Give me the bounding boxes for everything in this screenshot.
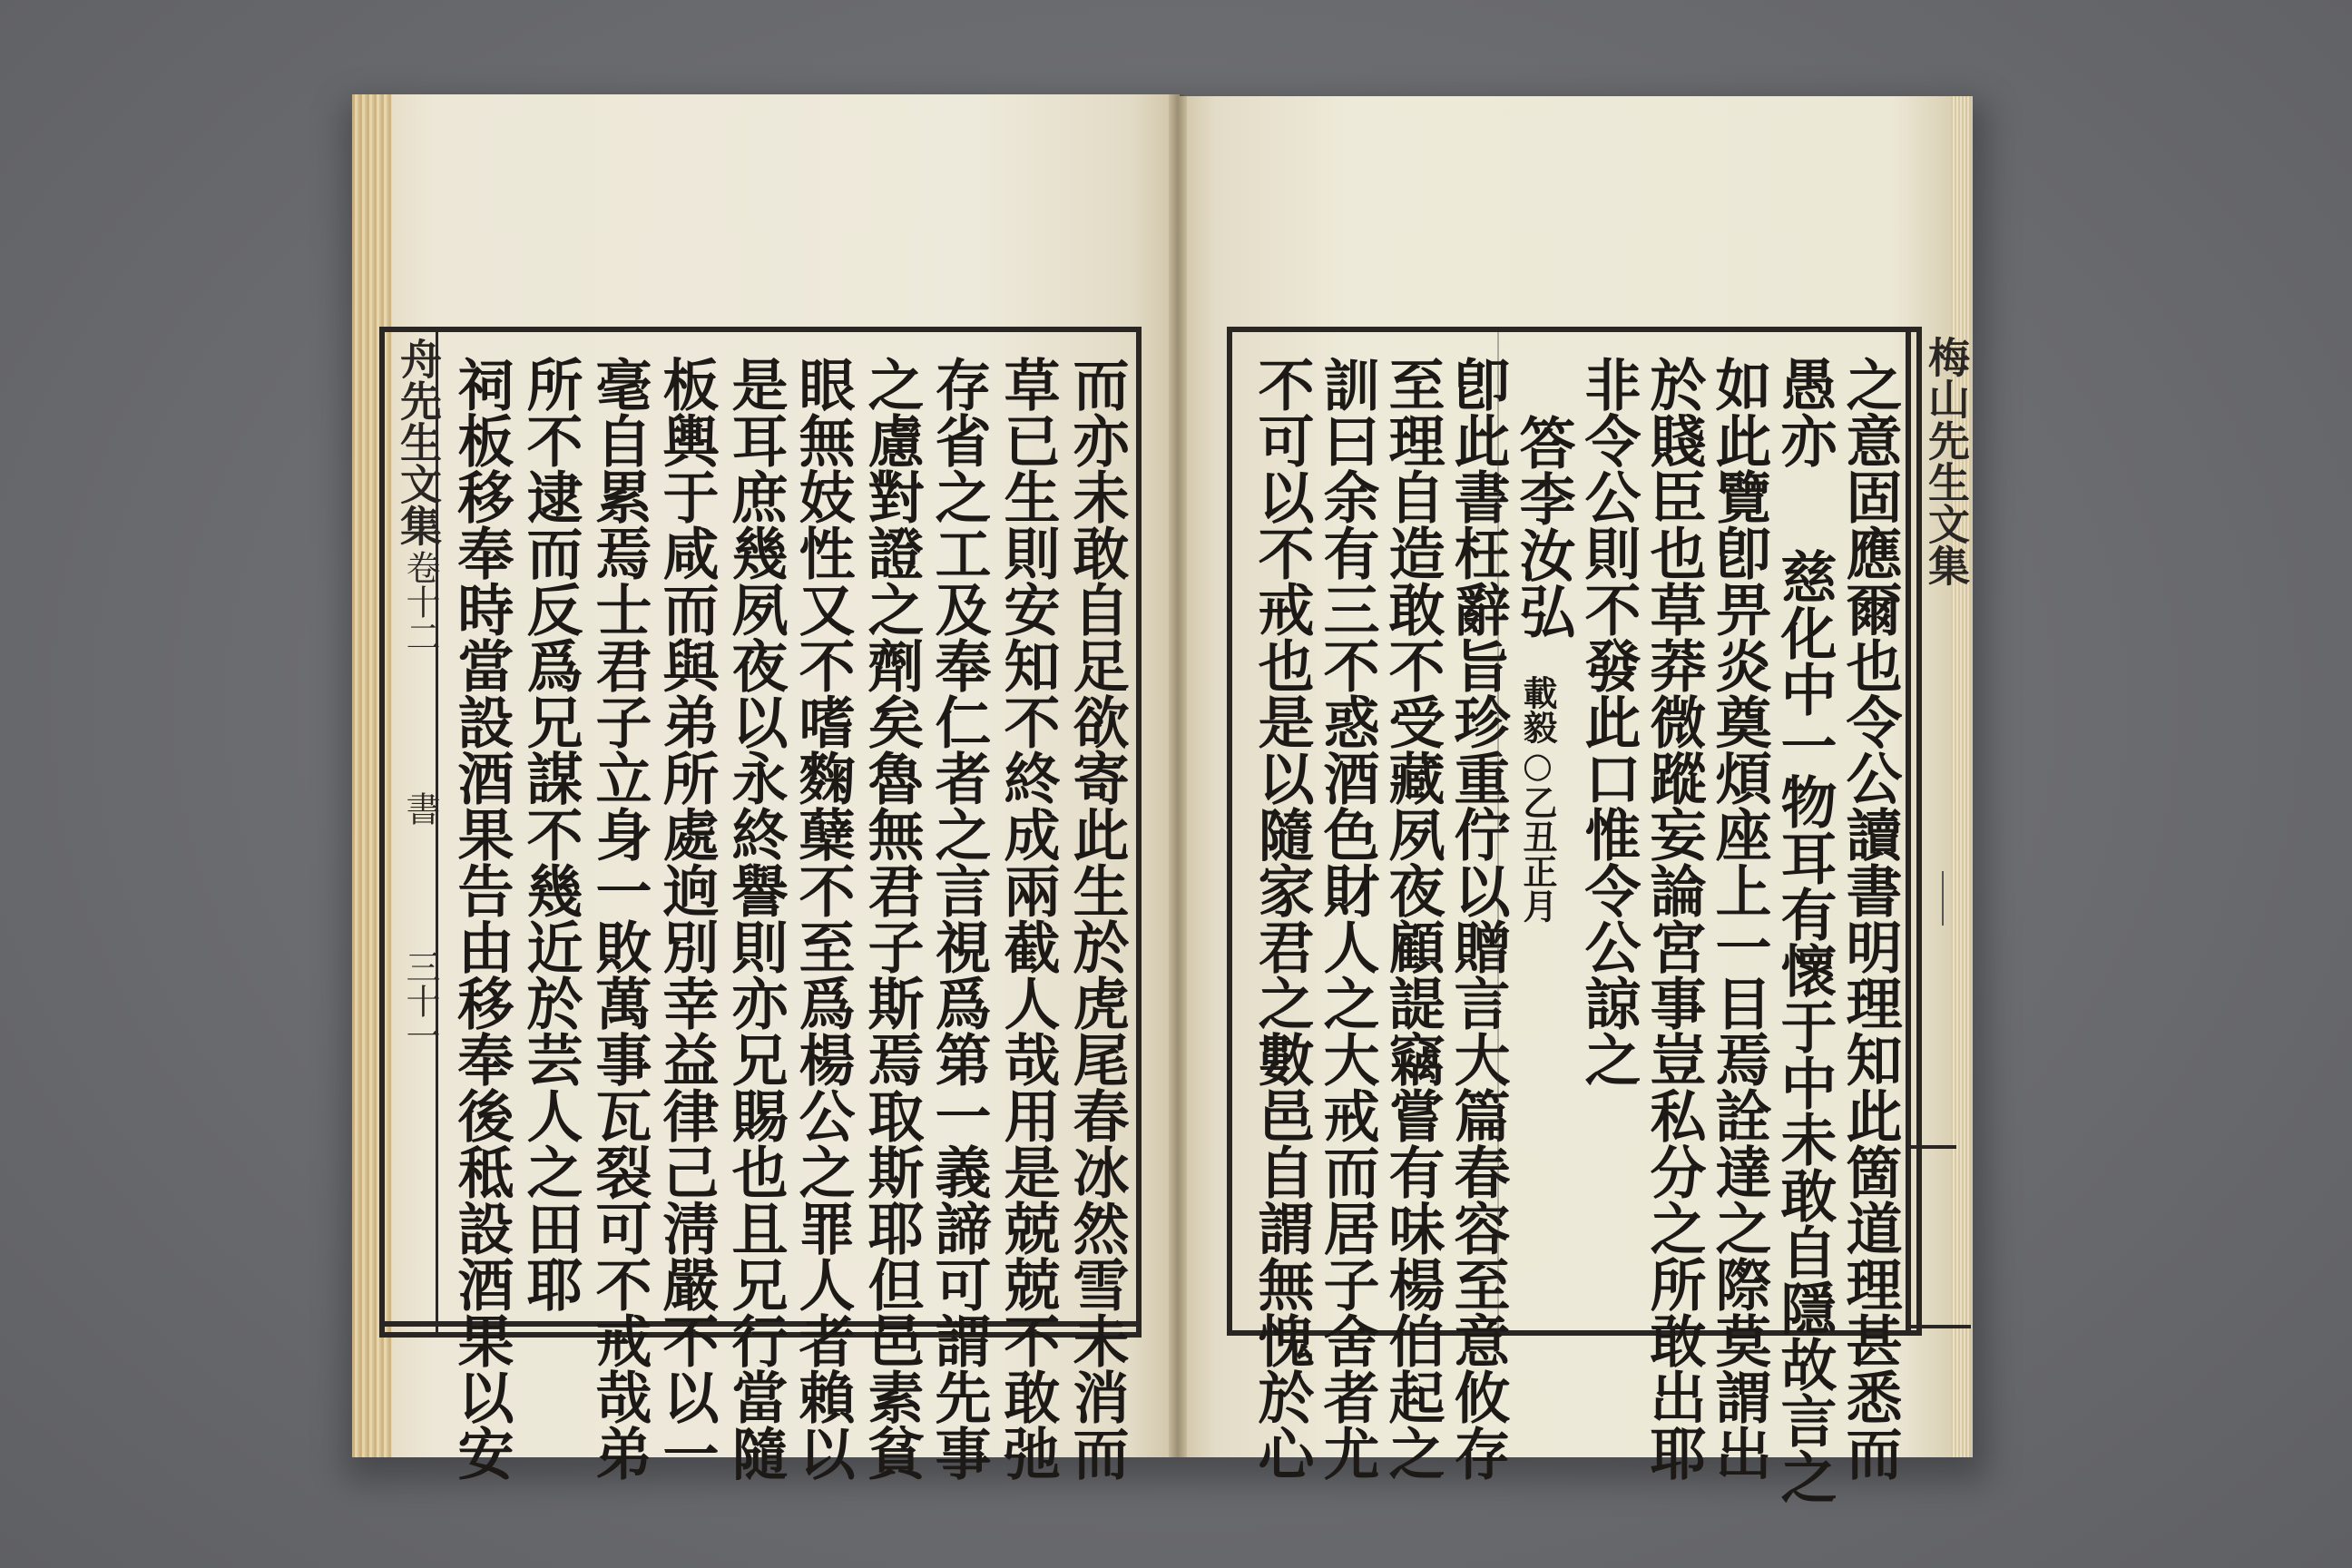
left-text-column-10: 祠板移奉時當設酒果告由移奉後秪設酒果以安 xyxy=(448,356,514,1481)
right-letter-heading: 答李汝弘 xyxy=(1510,414,1576,639)
left-text-column-9: 所不逮而反爲兄謀不幾近於芸人之田耶 xyxy=(517,356,583,1312)
right-text-column-4: 於賤臣也草莽微蹤妄論宮事豈私分之所敢出耶 xyxy=(1641,356,1707,1481)
left-text-column-2: 草已生則安知不終成兩截人哉用是兢兢不敢弛 xyxy=(995,356,1061,1481)
right-text-column-5: 非令公則不發此口惟令公諒之 xyxy=(1575,356,1642,1087)
right-center-mark xyxy=(1942,871,1944,926)
right-text-column-2b: 慈化中一物耳有懷于中未敢自隱故言之 xyxy=(1771,548,1838,1504)
left-text-column-1: 而亦未敢自足欲寄此生於虎尾春冰然雪未消而 xyxy=(1063,356,1130,1481)
left-margin-section: 書 xyxy=(400,791,440,826)
left-margin-volume: 卷十二 xyxy=(400,550,440,653)
left-margin-title: 舟先生文集 xyxy=(394,338,443,546)
right-text-column-8: 訓曰余有三不惑酒色財人之大戒而居子舍者尤 xyxy=(1314,356,1380,1481)
right-page-edges xyxy=(1951,96,1973,1457)
right-letter-note: 載毅○乙丑正月 xyxy=(1517,675,1558,923)
right-bottom-tick xyxy=(1906,1325,1971,1328)
left-text-column-7: 板輿于咸而與弟所處逈別幸益律己淸嚴不以一 xyxy=(653,356,720,1481)
right-inner-rule xyxy=(1906,327,1911,1336)
right-column-separator xyxy=(1497,332,1499,1330)
right-text-column-2a: 愚亦 xyxy=(1771,356,1838,468)
left-margin-folio: 三十一 xyxy=(400,949,440,1053)
left-text-column-8: 毫自累焉士君子立身一敗萬事瓦裂可不戒哉弟 xyxy=(586,356,652,1481)
right-text-column-7: 至理自造敢不受藏夙夜顧諟竊嘗有味楊伯起之 xyxy=(1379,356,1446,1481)
right-fishtail-rule xyxy=(1906,1145,1956,1149)
left-text-column-5: 眼無妓性又不嗜麴蘖不至爲楊公之罪人者賴以 xyxy=(789,356,856,1481)
right-margin-title: 梅山先生文集 xyxy=(1922,336,1971,586)
right-text-column-1: 之意固應爾也令公讀書明理知此箇道理甚悉而 xyxy=(1837,356,1903,1481)
left-text-column-3: 存省之工及奉仁者之言視爲第一義諦可謂先事 xyxy=(926,356,992,1481)
left-text-column-4: 之慮對證之劑矣魯無君子斯焉取斯耶但邑素貧 xyxy=(858,356,925,1481)
right-text-column-3: 如此覽卽畀炎奠煩座上一目焉詮達之際莫謂出 xyxy=(1706,356,1772,1481)
left-text-column-6: 是耳庶幾夙夜以永終譽則亦兄賜也且兄行當隨 xyxy=(722,356,789,1481)
right-text-column-6: 卽此書枉辭旨珍重佇以贈言大篇春容至意攸存 xyxy=(1445,356,1511,1481)
right-text-column-9: 不可以不戒也是以隨家君之數邑自謂無愧於心 xyxy=(1249,356,1315,1481)
book-gutter xyxy=(1169,94,1187,1457)
